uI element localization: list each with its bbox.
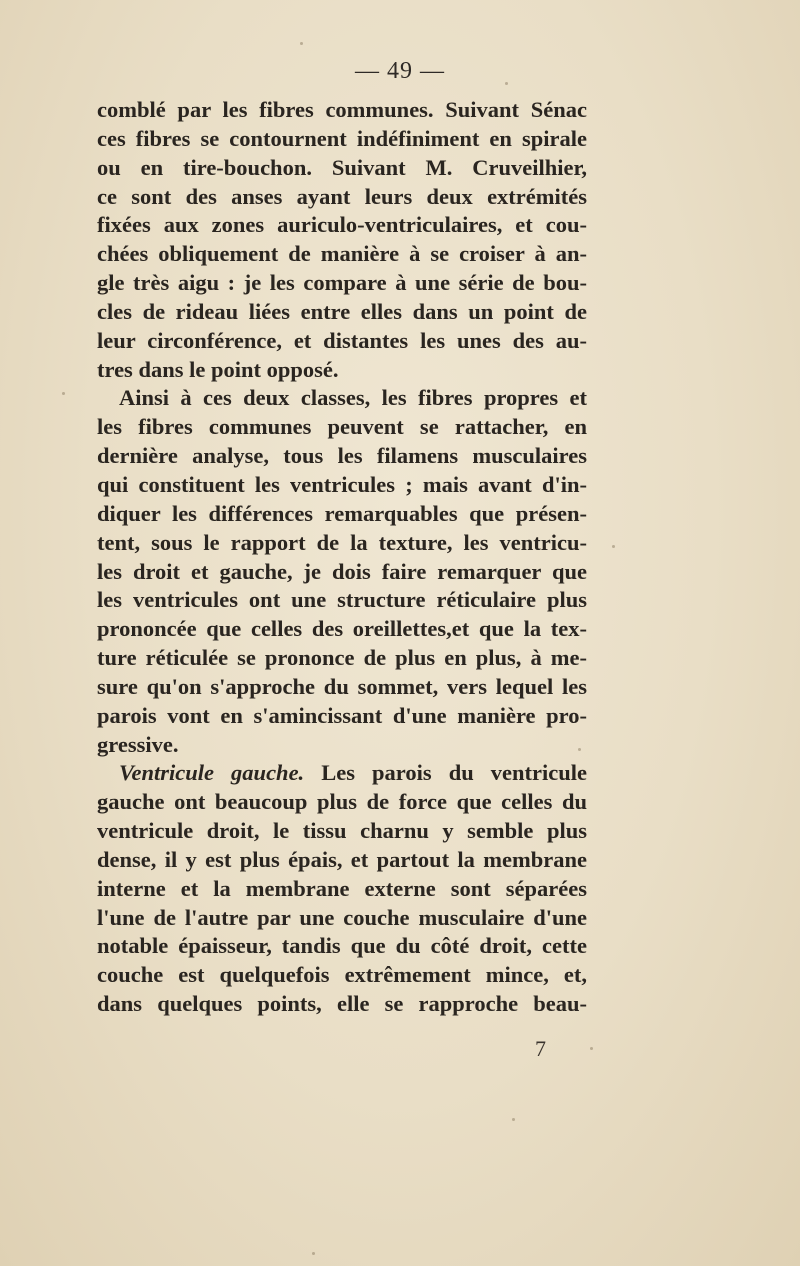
text-line: sure qu'on s'approche du sommet, vers lequel les <box>97 673 587 699</box>
text-line: parois vont en s'amincissant d'une manière pro- <box>97 702 587 728</box>
text-line: comblé par les fibres communes. Suivant Sénac <box>97 97 587 122</box>
text-line: les droit et gauche, je dois faire remarquer que <box>97 558 587 584</box>
paper-speck <box>300 42 303 45</box>
text-line: chées obliquement de manière à se croiser à an- <box>97 241 587 267</box>
text-line: fixées aux zones auriculo-ventriculaires, et cou- <box>97 212 587 238</box>
text-line: dernière analyse, tous les filamens musculaires <box>97 443 587 469</box>
text-line: les ventricules ont une structure réticulaire plus <box>97 587 587 613</box>
text-line: tres dans le point opposé. <box>97 356 339 382</box>
paper-speck <box>578 748 581 751</box>
text-line: cles de rideau liées entre elles dans un point de <box>97 298 587 324</box>
paper-speck <box>512 1118 515 1121</box>
page-number: — 49 — <box>355 58 445 84</box>
text-line: leur circonférence, et distantes les unes des au- <box>97 327 587 353</box>
paper-speck <box>612 545 615 548</box>
text-line: ou en tire-bouchon. Suivant M. Cruveilhier, <box>97 154 587 180</box>
text-line: tent, sous le rapport de la texture, les ventricu- <box>97 529 587 555</box>
text-line: dans quelques points, elle se rapproche beau- <box>97 991 587 1017</box>
text-line: gauche ont beaucoup plus de force que celles du <box>97 789 587 815</box>
paper-speck <box>312 1252 315 1255</box>
text-line: ce sont des anses ayant leurs deux extrémités <box>97 183 587 209</box>
text-line: notable épaisseur, tandis que du côté droit, cette <box>97 933 587 959</box>
text-line: dense, il y est plus épais, et partout la membrane <box>97 846 587 872</box>
text-line: interne et la membrane externe sont séparées <box>97 875 587 901</box>
section-heading: Ventricule gauche. <box>119 760 305 786</box>
paper-speck <box>62 392 65 395</box>
text-line: les fibres communes peuvent se rattacher, en <box>97 414 587 440</box>
paragraph-start-line: Ainsi à ces deux classes, les fibres propres et <box>119 385 587 411</box>
text-line: qui constituent les ventricules ; mais avant d'in- <box>97 471 587 497</box>
text-line: gle très aigu : je les compare à une série de bou- <box>97 270 587 296</box>
signature-mark: 7 <box>535 1036 546 1061</box>
text-line: diquer les différences remarquables que présen- <box>97 500 587 526</box>
text-line: prononcée que celles des oreillettes,et que la tex- <box>97 616 587 642</box>
text-line: ture réticulée se prononce de plus en plus, à me- <box>97 645 587 671</box>
text-line: couche est quelquefois extrêmement mince, et, <box>97 962 587 988</box>
text-line: l'une de l'autre par une couche musculaire d'une <box>97 904 587 930</box>
section-heading-line <box>97 759 587 788</box>
section-heading-continuation: Les parois du ventricule <box>304 760 587 786</box>
text-line: ventricule droit, le tissu charnu y semble plus <box>97 818 587 844</box>
text-line: gressive. <box>97 731 179 757</box>
paper-speck <box>590 1047 593 1050</box>
body-text <box>97 96 587 1019</box>
paper-speck <box>505 82 508 85</box>
text-line: ces fibres se contournent indéfiniment en spirale <box>97 125 587 151</box>
